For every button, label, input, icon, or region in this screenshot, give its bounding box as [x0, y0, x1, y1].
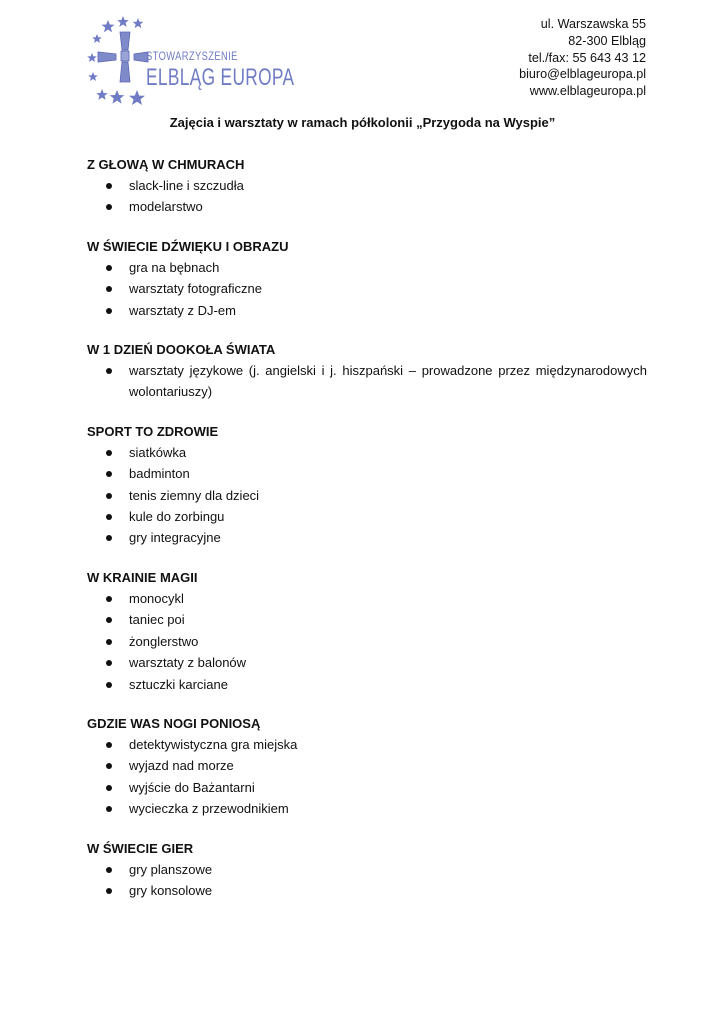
- list-item: [87, 196, 647, 217]
- item-text: gra na bębnach: [129, 259, 220, 275]
- section-heading: GDZIE WAS NOGI PONIOSĄ: [87, 715, 261, 731]
- address-phone: tel./fax: 55 643 43 12: [528, 50, 646, 65]
- item-text: sztuczki karciane: [129, 676, 228, 692]
- bullet-icon: [106, 742, 112, 748]
- section: [87, 568, 647, 695]
- item-text: warsztaty z balonów: [129, 655, 247, 671]
- list-item: [87, 798, 647, 819]
- item-text: wyjście do Bażantarni: [129, 779, 255, 795]
- section-heading: SPORT TO ZDROWIE: [87, 423, 219, 439]
- section-heading: W 1 DZIEŃ DOOKOŁA ŚWIATA: [87, 342, 276, 358]
- bullet-icon: [106, 471, 112, 477]
- bullet-icon: [106, 204, 112, 210]
- item-text: warsztaty fotograficzne: [129, 281, 262, 297]
- bullet-icon: [106, 493, 112, 499]
- section: [87, 839, 647, 902]
- item-text: monocykl: [129, 590, 184, 606]
- list-item: [87, 755, 647, 776]
- item-text: gry planszowe: [129, 861, 213, 877]
- item-text: wycieczka z przewodnikiem: [129, 801, 289, 817]
- bullet-icon: [106, 785, 112, 791]
- section-heading: Z GŁOWĄ W CHMURACH: [87, 157, 245, 172]
- document-title: Zajęcia i warsztaty w ramach półkolonii „Przygoda na Wyspie”: [169, 115, 556, 130]
- list-item: [87, 880, 647, 901]
- list-item: [87, 631, 647, 652]
- item-text: gry konsolowe: [129, 882, 213, 898]
- section-heading: W ŚWIECIE DŹWIĘKU I OBRAZU: [87, 238, 289, 254]
- list-item: [87, 175, 647, 196]
- section: [87, 340, 647, 403]
- list-item: [87, 527, 647, 548]
- address-street: ul. Warszawska 55: [540, 17, 646, 31]
- list-item: [87, 734, 647, 755]
- address-email: biuro@elblageuropa.pl: [519, 67, 646, 82]
- bullet-icon: [106, 514, 112, 520]
- bullet-icon: [106, 660, 112, 666]
- section: [87, 155, 647, 218]
- list-item: [87, 588, 647, 609]
- bullet-icon: [106, 265, 112, 271]
- bullet-icon: [106, 763, 112, 769]
- bullet-icon: [106, 535, 112, 541]
- bullet-icon: [106, 450, 112, 456]
- list-item: [87, 859, 647, 880]
- item-list: [87, 588, 647, 695]
- list-item: [87, 485, 647, 506]
- item-text: badminton: [129, 466, 190, 482]
- list-item: [87, 278, 647, 299]
- list-item: [87, 257, 647, 278]
- item-text: gry integracyjne: [129, 530, 221, 546]
- list-item: [87, 360, 647, 403]
- item-text: warsztaty językowe (j. angielski i j. hiszpański – prowadzone przez międzynarodowych wolontariuszy): [129, 363, 647, 400]
- item-text: wyjazd nad morze: [129, 758, 234, 774]
- bullet-icon: [106, 308, 112, 314]
- list-item: [87, 674, 647, 695]
- item-list: [87, 360, 647, 403]
- item-list: [87, 734, 647, 820]
- organization-logo: [84, 10, 295, 114]
- logo-line1: STOWARZYSZENIE: [146, 49, 238, 63]
- address-block: [519, 16, 646, 100]
- list-item: [87, 506, 647, 527]
- item-text: kule do zorbingu: [129, 509, 225, 525]
- bullet-icon: [106, 682, 112, 688]
- list-item: [87, 652, 647, 673]
- item-text: taniec poi: [129, 612, 185, 628]
- bullet-icon: [106, 183, 112, 189]
- logo-line2: ELBLĄG EUROPA: [146, 64, 295, 91]
- section: [87, 422, 647, 549]
- bullet-icon: [106, 888, 112, 894]
- section-heading: W ŚWIECIE GIER: [87, 840, 194, 856]
- item-text: slack-line i szczudła: [129, 178, 244, 193]
- item-list: [87, 442, 647, 549]
- bullet-icon: [106, 286, 112, 292]
- bullet-icon: [106, 806, 112, 812]
- item-list: [87, 257, 647, 321]
- bullet-icon: [106, 867, 112, 873]
- item-list: [87, 859, 647, 902]
- section-heading: W KRAINIE MAGII: [87, 569, 198, 585]
- list-item: [87, 777, 647, 798]
- item-text: detektywistyczna gra miejska: [129, 736, 298, 752]
- bullet-icon: [106, 617, 112, 623]
- list-item: [87, 609, 647, 630]
- item-list: [87, 175, 647, 218]
- item-text: tenis ziemny dla dzieci: [129, 487, 260, 503]
- list-item: [87, 463, 647, 484]
- bullet-icon: [106, 368, 112, 374]
- item-text: żonglerstwo: [129, 633, 199, 649]
- bullet-icon: [106, 639, 112, 645]
- activities-list: [87, 155, 647, 920]
- item-text: modelarstwo: [129, 199, 203, 215]
- item-text: warsztaty z DJ-em: [129, 302, 236, 318]
- list-item: [87, 300, 647, 321]
- item-text: siatkówka: [129, 444, 187, 460]
- section: [87, 714, 647, 820]
- address-website: www.elblageuropa.pl: [529, 84, 646, 99]
- list-item: [87, 442, 647, 463]
- section: [87, 237, 647, 321]
- address-city: 82-300 Elbląg: [568, 33, 646, 48]
- bullet-icon: [106, 596, 112, 602]
